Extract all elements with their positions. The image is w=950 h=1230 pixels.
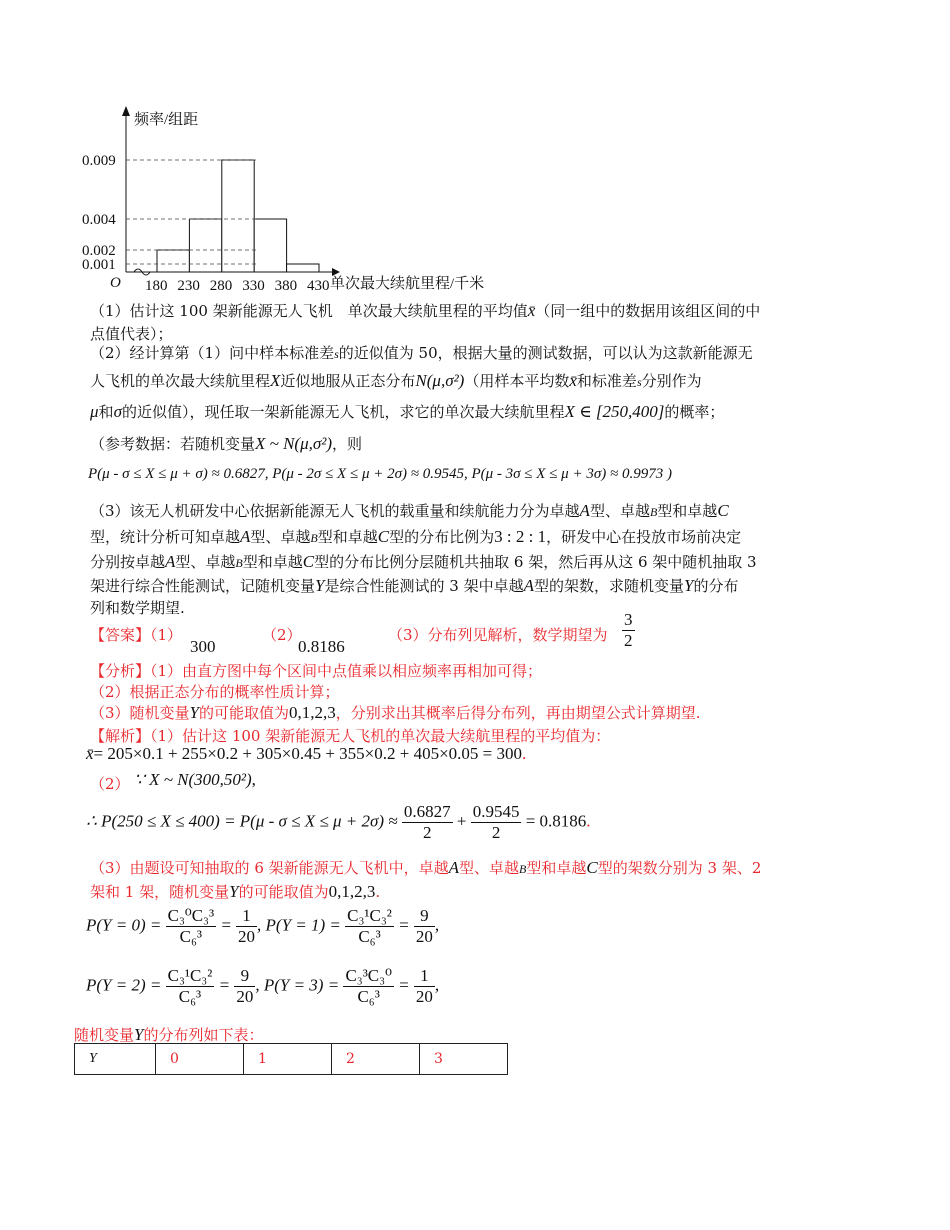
table-header-y: Y [75,1044,156,1075]
normal-distribution: N(μ,σ²) [415,371,465,390]
table-row [75,1044,508,1075]
question-1-line-1: （1）估计这 100 架新能源无人飞机 单次最大续航里程的平均值x̄（同一组中的数据用该组区间的中 [90,301,761,320]
solution-3-line-1: （3）由题设可知抽取的 6 架新能源无人飞机中，卓越A型、卓越B型和卓越C型的架数分别为 3 架、2 [90,858,762,877]
solution-3-line-2: 架和 1 架，随机变量Y的可能取值为0,1,2,3. [90,882,381,901]
probability-row-1: P(Y = 0) = $\frac{\text{C₃⁰C₃³}}{\text{C₆³}}$ = $\frac{1}{20}$ , P(Y = 1) = $\frac{\text{C₃¹C₃²}}{\text{C₆³}}$ = $\frac{9}{20}$ , [86,906,440,946]
table-cell: 2 [332,1044,420,1075]
x-axis-arrow [332,268,340,276]
question-2-line-1: （2）经计算第（1）问中样本标准差s的近似值为 50，根据大量的测试数据，可以认为这款新能源无 [90,344,753,362]
origin-label: O [110,275,121,291]
y-tick-label: 0.002 [82,243,116,259]
table-cell: 1 [244,1044,332,1075]
question-3-line-2: 型，统计分析可知卓越A型、卓越B型和卓越C型的分布比例为3 : 2 : 1，研发中心在投放市场前决定 [90,527,742,546]
x-tick-label: 330 [242,278,265,294]
question-1-line-2: 点值代表）； [90,325,173,343]
analysis-line-2: （2）根据正态分布的概率性质计算； [90,683,340,701]
y-tick-label: 0.009 [82,153,116,169]
probability-equation: ∴ P(250 ≤ X ≤ 400) = P(μ - σ ≤ X ≤ μ + 2σ) ≈ $\frac{0.6827}{2}$ + $\frac{0.9545}{2}$ = 0.8186. [86,802,591,842]
x-tick-label: 230 [177,278,200,294]
answer-line: 【答案】（1） [90,626,183,644]
y-axis-label: 频率/组距 [134,112,199,128]
table-cell: 3 [420,1044,508,1075]
histogram-bar [157,250,189,272]
histogram-bar [222,160,254,272]
question-3-line-5: 列和数学期望. [90,599,185,617]
expectation-fraction: $\frac{3}{2}$ [624,610,633,650]
y-axis-arrow [122,106,130,116]
x-tick-label: 280 [209,278,233,294]
analysis-tag: 【分析】 [90,662,151,680]
mean-equation: x̄= 205×0.1 + 255×0.2 + 305×0.45 + 355×0.2 + 405×0.05 = 300. [86,744,527,763]
x-axis-label: 单次最大续航里程/千米 [330,276,485,292]
question-3-line-1: （3）该无人机研发中心依据新能源无人飞机的载重量和续航能力分为卓越A型、卓越B型和卓越C [90,501,729,520]
solution-line-1: 【解析】（1）估计这 100 架新能源无人飞机的单次最大续航里程的平均值为： [90,727,611,745]
analysis-line-3: （3）随机变量Y的可能取值为0,1,2,3，分别求出其概率后得分布列，再由期望公式计算期望. [90,703,701,722]
answer-2-value: 0.8186 [298,637,345,656]
histogram-bar [254,219,286,272]
question-3-line-4: 架进行综合性能测试，记随机变量Y是综合性能测试的 3 架中卓越A型的架数，求随机变量Y的分布 [90,576,739,595]
table-intro: 随机变量Y的分布列如下表： [74,1025,264,1044]
probability-row-2: P(Y = 2) = $\frac{\text{C₃¹C₃²}}{\text{C₆³}}$ = $\frac{9}{20}$ , P(Y = 3) = $\frac{\text{C₃³C₃⁰}}{\text{C₆³}}$ = $\frac{1}{20}$ , [86,966,440,1006]
table-cell: 0 [156,1044,244,1075]
histogram-bar [287,264,319,272]
ratio: 3 : 2 : 1 [494,527,547,546]
reference-probabilities: P(μ - σ ≤ X ≤ μ + σ) ≈ 0.6827, P(μ - 2σ ≤ X ≤ μ + 2σ) ≈ 0.9545, P(μ - 3σ ≤ X ≤ μ + 3σ) ≈ 0.9973 ) [88,466,672,482]
s-symbol: s [334,347,339,361]
question-2-line-3: μ和σ的近似值），现任取一架新能源无人飞机，求它的单次最大续航里程X ∈ [250,400]的概率； [90,402,725,421]
question-2-line-4: （参考数据：若随机变量X ~ N(μ,σ²)，则 [90,434,363,453]
histogram-chart [0,95,560,295]
x-tick-label: 380 [274,278,298,294]
answer-1-value: 300 [190,637,216,656]
analysis-line-1: 【分析】（1）由直方图中每个区间中点值乘以相应频率再相加可得； [90,662,543,680]
distribution-statement: ∵ X ~ N(300,50²), [134,770,256,789]
y-tick-label: 0.004 [82,212,116,228]
question-3-line-3: 分别按卓越A型、卓越B型和卓越C型的分布比例分层随机共抽取 6 架，然后再从这 6 架中随机抽取 3 [90,552,757,571]
x-tick-label: 430 [307,278,330,294]
y-tick-label: 0.001 [82,257,116,273]
solution-tag: 【解析】 [90,727,151,745]
x-tick-label: 180 [145,278,168,294]
answer-tag: 【答案】 [90,626,151,644]
range-expression: X ∈ [250,400] [564,402,665,421]
xbar-symbol: x̄ [527,301,536,320]
distribution-table [74,1043,508,1075]
question-2-line-2: 人飞机的单次最大续航里程X近似地服从正态分布N(μ,σ²)（用样本平均数x̄和标准差s分别作为 [90,371,702,390]
